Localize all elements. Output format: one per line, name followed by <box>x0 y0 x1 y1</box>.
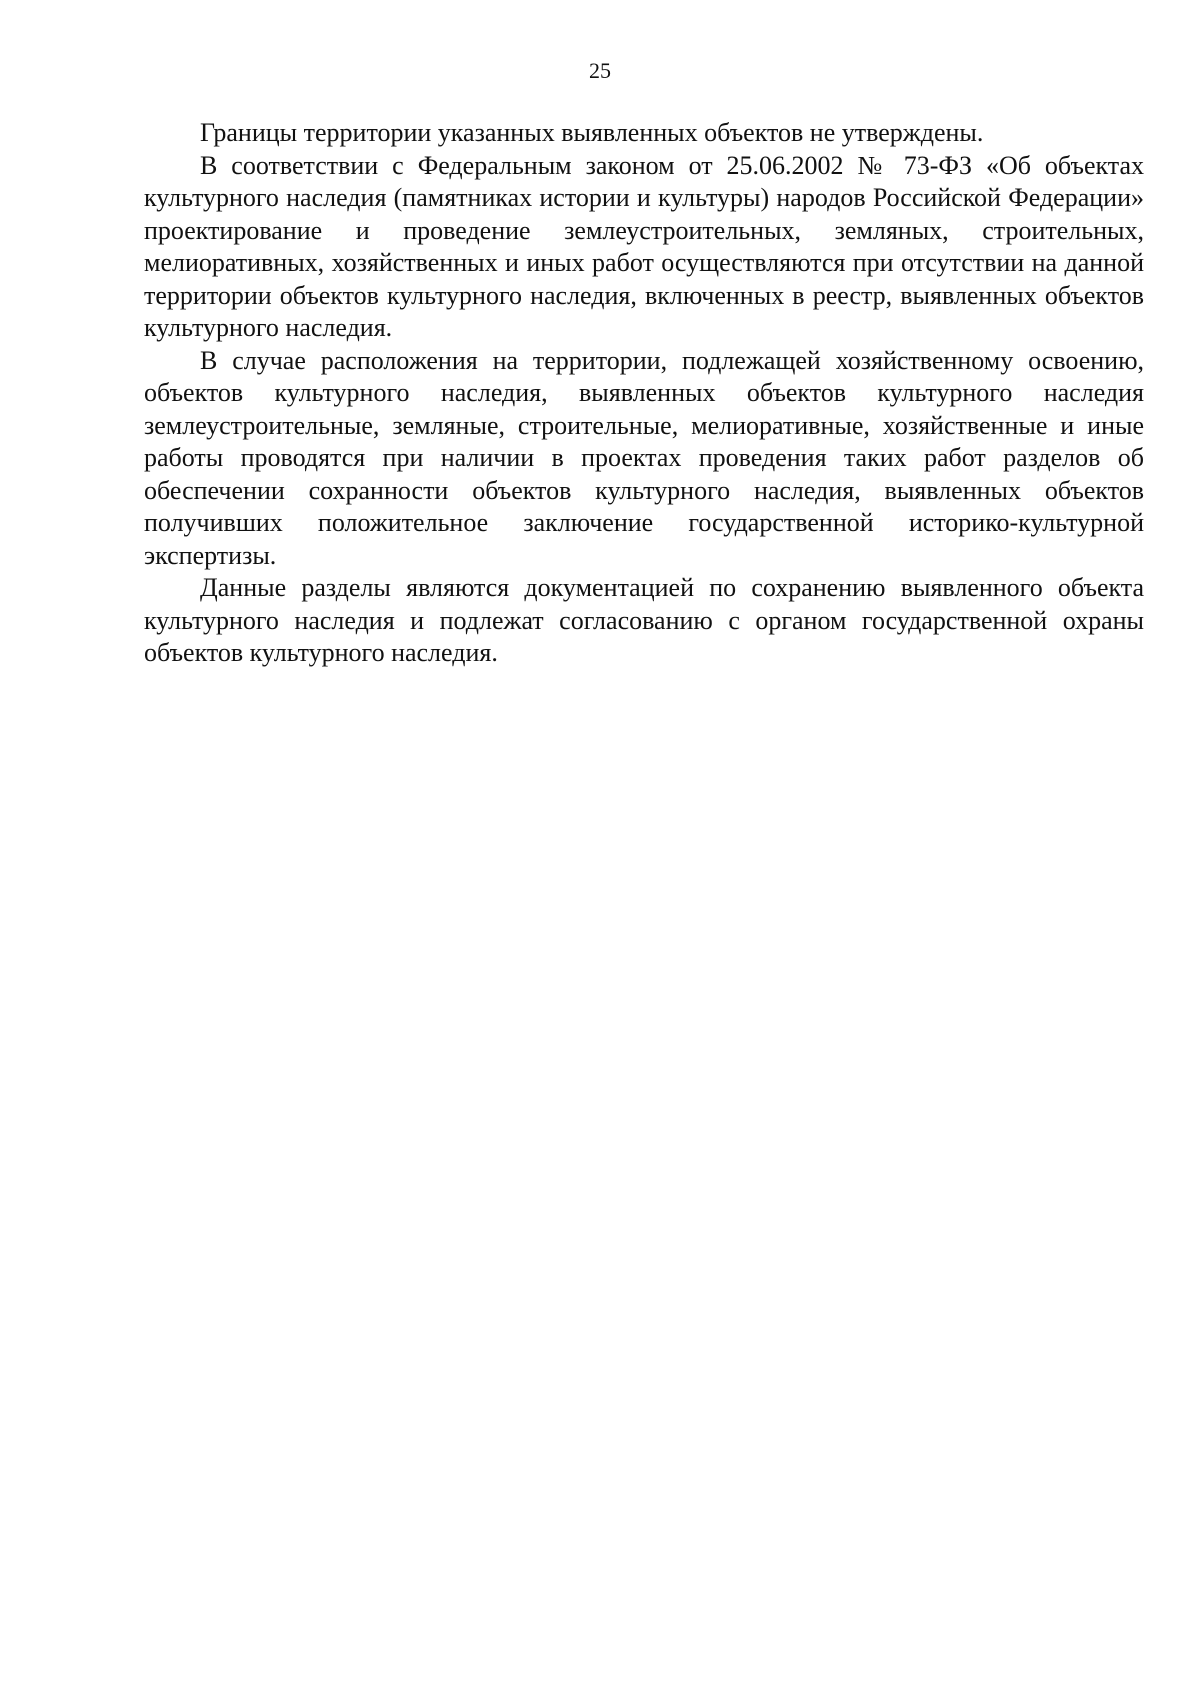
document-body <box>144 117 1144 670</box>
page-number: 25 <box>589 58 611 83</box>
paragraph-boundaries: Границы территории указанных выявленных объектов не утверждены. <box>200 118 984 147</box>
paragraph-documentation: Данные разделы являются документацией по сохранению выявленного объекта культурного наследия и подлежат согласованию с органом государственной охраны объектов культурного наследия. <box>144 573 1144 667</box>
paragraph-works-conditions: В случае расположения на территории, подлежащей хозяйственному освоению, объектов культурного наследия, выявленных объектов культурного наследия землеустроительные, земляные, строительные, мелиоративные, хозяйственные и иные работы проводятся при наличии в проектах проведения таких работ разделов об обеспечении сохранности объектов культурного наследия, выявленных объектов получивших положительное заключение государственной историко-культурной экспертизы. <box>144 345 1144 570</box>
paragraph-federal-law: В соответствии с Федеральным законом от 25.06.2002 № 73-ФЗ «Об объектах культурного наследия (памятниках истории и культуры) народов Российской Федерации» проектирование и проведение землеустроительных, земляных, строительных, мелиоративных, хозяйственных и иных работ осуществляются при отсутствии на данной территории объектов культурного наследия, включенных в реестр, выявленных объектов культурного наследия. <box>144 150 1144 342</box>
